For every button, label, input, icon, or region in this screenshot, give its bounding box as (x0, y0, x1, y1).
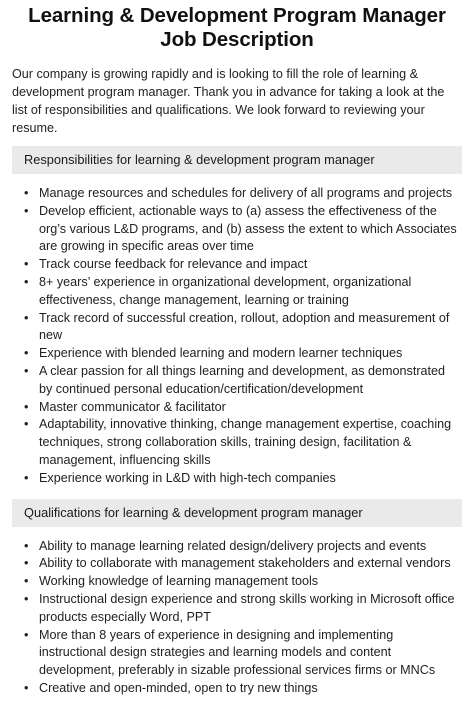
bullet-icon: • (24, 399, 29, 414)
list-item (24, 573, 462, 591)
list-item (24, 591, 462, 627)
list-item-text: Ability to collaborate with management stakeholders and external vendors (39, 556, 451, 571)
list-item-text: Ability to manage learning related design/delivery projects and events (39, 538, 427, 553)
list-item (24, 203, 462, 256)
responsibilities-header: Responsibilities for learning & development program manager (12, 146, 462, 174)
list-item-text: Creative and open-minded, open to try new things (39, 680, 318, 695)
intro-paragraph: Our company is growing rapidly and is looking to fill the role of learning & development program manager. Thank you in advance for taking a look at the list of responsibilities and qualifications. We look forward to reviewing your resume. (12, 67, 445, 135)
list-item-text: Experience working in L&D with high-tech companies (39, 470, 336, 485)
list-item (24, 555, 462, 573)
list-item-text: Instructional design experience and strong skills working in Microsoft office products especially Word, PPT (39, 591, 455, 624)
qualifications-header: Qualifications for learning & development program manager (12, 499, 462, 527)
list-item (24, 345, 462, 363)
list-item-text: Develop efficient, actionable ways to (a) assess the effectiveness of the org’s various L&D programs, and (b) assess the extent to which Associates are growing in specific areas over time (39, 203, 457, 254)
list-item (24, 185, 462, 203)
bullet-icon: • (24, 470, 29, 485)
title-line-1: Learning & Development Program Manager (28, 4, 446, 27)
list-item-text: More than 8 years of experience in designing and implementing instructional design strategies and learning models and content development, preferably in sizable professional services firms or MNCs (39, 627, 436, 678)
responsibilities-list (12, 185, 462, 488)
bullet-icon: • (24, 538, 29, 553)
list-item (24, 627, 462, 680)
bullet-icon: • (24, 274, 29, 289)
list-item (24, 310, 462, 346)
list-item-text: Experience with blended learning and modern learner techniques (39, 346, 403, 361)
list-item-text: Working knowledge of learning management tools (39, 574, 319, 589)
list-item (24, 470, 462, 488)
bullet-icon: • (24, 556, 29, 571)
title-line-2: Job Description (160, 28, 314, 51)
list-item-text: A clear passion for all things learning and development, as demonstrated by continued personal education/certification/development (39, 363, 446, 396)
list-item (24, 538, 462, 556)
bullet-icon: • (24, 346, 29, 361)
bullet-icon: • (24, 203, 29, 218)
list-item (24, 256, 462, 274)
page-title (12, 0, 462, 52)
list-item (24, 363, 462, 399)
bullet-icon: • (24, 363, 29, 378)
list-item-text: Track course feedback for relevance and impact (39, 257, 308, 272)
list-item (24, 416, 462, 469)
list-item (24, 680, 462, 698)
list-item-text: 8+ years’ experience in organizational development, organizational effectiveness, change management, learning or training (39, 274, 412, 307)
bullet-icon: • (24, 257, 29, 272)
list-item-text: Adaptability, innovative thinking, change management expertise, coaching techniques, strong collaboration skills, training design, facilitation & management, influencing skills (39, 417, 452, 467)
qualifications-list (12, 538, 462, 698)
bullet-icon: • (24, 417, 29, 432)
bullet-icon: • (24, 627, 29, 642)
list-item-text: Manage resources and schedules for delivery of all programs and projects (39, 186, 453, 200)
bullet-icon: • (24, 591, 29, 606)
list-item-text: Track record of successful creation, rollout, adoption and measurement of new (39, 310, 450, 343)
bullet-icon: • (24, 186, 29, 200)
bullet-icon: • (24, 574, 29, 589)
bullet-icon: • (24, 680, 29, 695)
bullet-icon: • (24, 310, 29, 325)
list-item-text: Master communicator & facilitator (39, 399, 226, 414)
list-item (24, 399, 462, 417)
list-item (24, 274, 462, 310)
